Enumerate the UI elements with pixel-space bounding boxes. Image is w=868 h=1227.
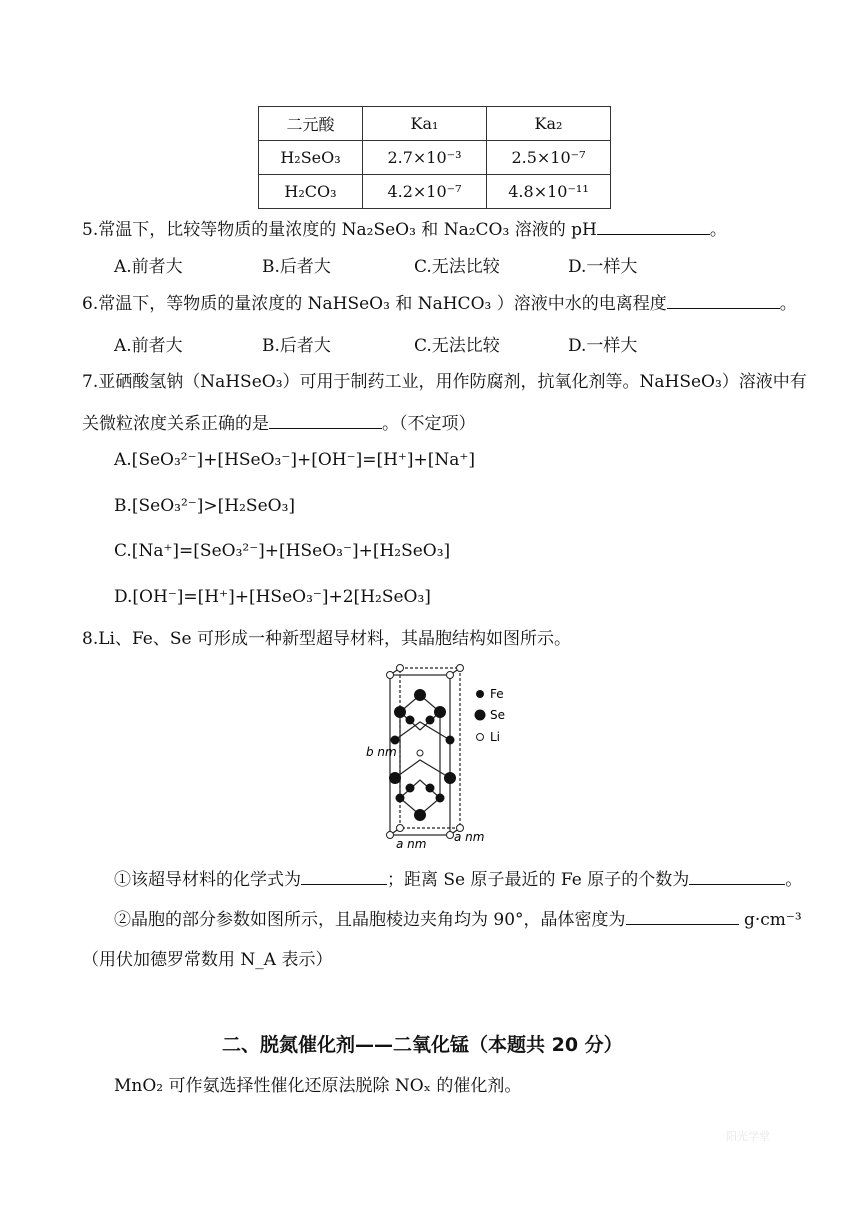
option-a: A.前者大 xyxy=(114,336,183,356)
density-unit: g·cm⁻³ xyxy=(743,910,802,930)
watermark: 阳光学堂 xyxy=(726,1130,770,1143)
legend-li: Li xyxy=(490,730,501,744)
option-c: C.无法比较 xyxy=(414,336,500,356)
crystal-cell-figure xyxy=(360,660,520,850)
answer-blank[interactable] xyxy=(269,410,382,429)
fe-atom xyxy=(406,716,415,725)
option-c: C.[Na⁺]=[SeO₃²⁻]+[HSeO₃⁻]+[H₂SeO₃] xyxy=(114,541,451,561)
table-row xyxy=(259,175,611,209)
se-atom xyxy=(394,706,406,718)
answer-blank[interactable] xyxy=(667,290,780,309)
table-cell: 4.2×10⁻⁷ xyxy=(363,175,487,209)
question-8-note: （用伏加德罗常数用 N_A 表示） xyxy=(82,950,333,970)
part-1-end: 。 xyxy=(785,870,803,890)
table-cell: H₂CO₃ xyxy=(259,175,363,209)
option-c: C.无法比较 xyxy=(414,257,500,277)
question-8-part-1 xyxy=(114,866,802,892)
se-atom xyxy=(389,772,401,784)
fe-atom xyxy=(406,784,415,793)
question-5-stem xyxy=(82,216,727,242)
question-6-end: 。 xyxy=(779,294,797,314)
fe-atom xyxy=(446,736,455,745)
table-cell: 2.5×10⁻⁷ xyxy=(487,141,611,175)
question-7-text: 关微粒浓度关系正确的是 xyxy=(82,414,269,434)
section-2-intro: MnO₂ 可作氨选择性催化还原法脱除 NOₓ 的催化剂。 xyxy=(114,1076,522,1096)
table-header-cell: Ka₁ xyxy=(363,107,487,141)
answer-blank[interactable] xyxy=(626,906,739,925)
table-cell: H₂SeO₃ xyxy=(259,141,363,175)
part-1-text-2: ；距离 Se 原子最近的 Fe 原子的个数为 xyxy=(387,870,690,890)
question-5-end: 。 xyxy=(709,220,727,240)
acid-constant-table xyxy=(258,106,611,209)
option-d: D.一样大 xyxy=(568,336,638,356)
part-2-text: ②晶胞的部分参数如图所示，且晶胞棱边夹角均为 90°，晶体密度为 xyxy=(114,910,626,930)
question-6-text: 6.常温下，等物质的量浓度的 NaHSeO₃ 和 NaHCO₃ ）溶液中水的电离程度 xyxy=(82,294,667,314)
table-header-cell: Ka₂ xyxy=(487,107,611,141)
li-atom xyxy=(387,832,394,839)
legend-se: Se xyxy=(490,708,505,722)
question-8-part-2 xyxy=(114,906,802,932)
question-6-stem xyxy=(82,290,797,316)
option-b: B.[SeO₃²⁻]>[H₂SeO₃] xyxy=(114,496,296,516)
fe-atom xyxy=(426,784,435,793)
fe-atom xyxy=(436,794,445,803)
fe-atom xyxy=(426,716,435,725)
fe-atom xyxy=(396,794,405,803)
li-atom xyxy=(447,672,454,679)
question-7-stem-line2 xyxy=(82,410,476,436)
legend-fe: Fe xyxy=(490,687,504,701)
option-a: A.前者大 xyxy=(114,257,183,277)
answer-blank[interactable] xyxy=(301,866,387,885)
section-2-title: 二、脱氮催化剂——二氧化锰（本题共 20 分） xyxy=(222,1034,623,1056)
question-8-stem: 8.Li、Fe、Se 可形成一种新型超导材料，其晶胞结构如图所示。 xyxy=(82,629,571,649)
option-b: B.后者大 xyxy=(262,336,331,356)
se-atom xyxy=(414,809,426,821)
answer-blank[interactable] xyxy=(597,216,710,235)
li-atom xyxy=(397,825,404,832)
table-header-cell: 二元酸 xyxy=(259,107,363,141)
li-atom xyxy=(447,832,454,839)
se-atom xyxy=(414,689,426,701)
question-7-note: 。（不定项） xyxy=(382,414,476,434)
option-a: A.[SeO₃²⁻]+[HSeO₃⁻]+[OH⁻]=[H⁺]+[Na⁺] xyxy=(114,450,476,470)
li-atom xyxy=(417,750,423,756)
option-d: D.一样大 xyxy=(568,257,638,277)
table-cell: 2.7×10⁻³ xyxy=(363,141,487,175)
fe-atom xyxy=(391,736,400,745)
se-atom xyxy=(434,706,446,718)
b-dimension-label: b nm xyxy=(366,745,397,759)
li-atom xyxy=(457,665,464,672)
table-header-row xyxy=(259,107,611,141)
part-1-text: ①该超导材料的化学式为 xyxy=(114,870,301,890)
question-5-text: 5.常温下，比较等物质的量浓度的 Na₂SeO₃ 和 Na₂CO₃ 溶液的 pH xyxy=(82,220,597,240)
se-atom xyxy=(444,772,456,784)
answer-blank[interactable] xyxy=(689,866,785,885)
option-d: D.[OH⁻]=[H⁺]+[HSeO₃⁻]+2[H₂SeO₃] xyxy=(114,587,431,607)
a-dimension-label: a nm xyxy=(454,830,485,844)
table-row xyxy=(259,141,611,175)
table-cell: 4.8×10⁻¹¹ xyxy=(487,175,611,209)
question-7-stem-line1: 7.亚硒酸氢钠（NaHSeO₃）可用于制药工业，用作防腐剂，抗氧化剂等。NaHSeO₃）溶液中有 xyxy=(82,372,807,392)
li-atom xyxy=(397,665,404,672)
a-dimension-label: a nm xyxy=(396,837,427,850)
option-b: B.后者大 xyxy=(262,257,331,277)
li-atom xyxy=(387,672,394,679)
